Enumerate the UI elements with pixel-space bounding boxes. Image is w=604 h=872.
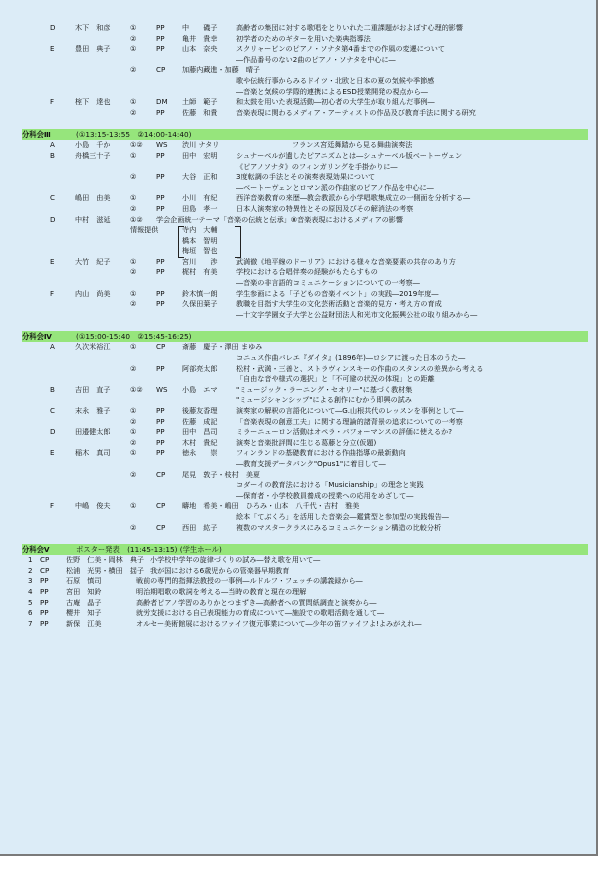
program-entry-row	[22, 215, 590, 226]
presentation-title: 日本人演奏家の特異性とその原因及びその解消法の考察	[236, 203, 414, 213]
presenter-name: 佐野 仁美・岡林 典子	[66, 555, 145, 565]
slot-number: ②	[130, 299, 137, 309]
format-code: PP	[156, 44, 165, 54]
format-code: PP	[156, 203, 165, 213]
program-entry-row	[22, 342, 590, 353]
program-entry-row	[22, 23, 590, 34]
program-entry-row	[22, 364, 590, 375]
presentation-title: 歌や伝統行事からみるドイツ・北欧と日本の夏の気候や季節感	[236, 75, 435, 85]
format-code: PP	[156, 193, 165, 203]
slot-number: ①	[130, 44, 137, 54]
program-entry-row	[22, 353, 590, 364]
format-code: PP	[156, 256, 165, 266]
chair-name: 久次米裕江	[75, 342, 111, 352]
program-entry-row	[22, 459, 590, 470]
presentation-title: ―教育支援データバンク"Opus1"に着目して―	[236, 458, 386, 468]
presentation-title: 「自由な音や様式の選択」と「不可避の状況の体現」との距離	[236, 374, 435, 384]
presentation-title: 絵本「てぶくろ」を活用した音楽会―鑑賞型と参加型の実践報告―	[236, 511, 449, 521]
room-letter: B	[50, 384, 55, 394]
presenter-name: 亀井 貴幸	[182, 33, 218, 43]
presentation-title: 演奏と音楽批評間に生じる葛藤と分立(仮題)	[236, 437, 377, 447]
program-entry-row	[22, 236, 590, 247]
presentation-title: 松村・武満・三善と、ストラヴィンスキーの作曲のスタンスの差異から考える	[236, 363, 484, 373]
format-code: PP	[156, 23, 165, 32]
presentation-title: フランス宮廷舞踏から見る舞曲演奏法	[292, 140, 413, 150]
presentation-title: 和太鼓を用いた表現活動―初心者の大学生が取り組んだ事例―	[236, 97, 435, 107]
presentation-title: オルセー美術館展におけるファイフ復元事業について―少年の笛ファイフよ!よみがえれ―	[136, 618, 422, 628]
slot-number: ②	[130, 522, 137, 532]
session-label: 分科会Ⅴ	[22, 545, 50, 555]
format-code: CP	[156, 65, 166, 75]
poster-entry-row	[22, 598, 590, 609]
format-code: PP	[156, 107, 165, 117]
program-entry-row	[22, 172, 590, 183]
program-entry-row	[22, 162, 590, 173]
slot-number: ①	[130, 501, 137, 511]
program-entry-row	[22, 183, 590, 194]
program-entry-row	[22, 448, 590, 459]
format-code: PP	[156, 437, 165, 447]
program-entry-row	[22, 87, 590, 98]
presentation-title: 小学校中学年の旋律づくりの試み―替え歌を用いて―	[150, 555, 321, 565]
presentation-title: ミラーニューロン活動はオペラ・パフォーマンスの評価に使えるか?	[236, 427, 453, 437]
chair-name: 稲木 真司	[75, 448, 111, 458]
program-entry-row	[22, 34, 590, 45]
format-code: PP	[40, 597, 49, 607]
slot-number: ②	[130, 33, 137, 43]
presenter-name: 西田 紘子	[182, 522, 218, 532]
slot-number: ②	[130, 363, 137, 373]
presenter-name: 梅垣 智也	[182, 246, 218, 256]
presentation-title: 学生参画による「子どもの音楽イベント」の実践―2019年度―	[236, 288, 439, 298]
format-code: PP	[156, 427, 165, 437]
presentation-title: 演奏家の解釈の言語化について―G.山根共代のレッスンを事例として―	[236, 406, 464, 415]
presenter-name: 大谷 正和	[182, 172, 218, 182]
poster-entry-row	[22, 566, 590, 577]
program-entry-row	[22, 395, 590, 406]
program-entry-row	[22, 427, 590, 438]
session-time: (①15:00-15:40 ②15:45-16:25)	[76, 332, 192, 342]
room-letter: B	[50, 150, 55, 160]
presenter-name: 木村 貴紀	[182, 437, 218, 447]
slot-number: ①②	[130, 384, 143, 394]
program-entry-row	[22, 501, 590, 512]
poster-number: 4	[28, 586, 33, 596]
format-code: CP	[156, 469, 166, 479]
program-entry-row	[22, 299, 590, 310]
slot-number: ①	[130, 342, 137, 352]
program-entry-row	[22, 512, 590, 523]
format-code: PP	[156, 448, 165, 458]
slot-number: 情報提供	[130, 225, 159, 235]
presenter-name: 寺内 大輔	[182, 225, 218, 235]
poster-number: 5	[28, 597, 33, 607]
session-header-3	[22, 129, 588, 140]
presentation-title: スクリャービンのピアノ・ソナタ第4番までの作風の変遷について	[236, 44, 445, 54]
format-code: PP	[156, 288, 165, 298]
presenter-name: 徳永 崇	[182, 448, 218, 458]
presenter-name: 新保 江美	[66, 618, 102, 628]
chair-name: 中村 滋延	[75, 214, 111, 224]
format-code: PP	[156, 267, 165, 277]
room-letter: E	[50, 256, 55, 266]
room-letter: C	[50, 406, 55, 415]
program-entry-row	[22, 289, 590, 300]
presenter-name: 阿部亮太郎	[182, 363, 218, 373]
presenter-name: 久保田葉子	[182, 299, 218, 309]
chair-name: 豊田 典子	[75, 44, 111, 54]
poster-list	[22, 555, 590, 629]
poster-number: 1	[28, 555, 33, 565]
session-header-5	[22, 544, 588, 555]
chair-name: 木下 和彦	[75, 23, 111, 32]
program-entry-row	[22, 480, 590, 491]
room-letter: F	[50, 501, 55, 511]
presenter-name: 松浦 光男・横田 揺子	[66, 565, 145, 575]
room-letter: A	[50, 342, 55, 352]
presenter-name: 土師 範子	[182, 97, 218, 107]
format-code: WS	[156, 384, 168, 394]
format-code: PP	[156, 416, 165, 426]
presentation-title: 学校における合唱伴奏の経験がもたらすもの	[236, 267, 378, 277]
presenter-name: 小川 有紀	[182, 193, 218, 203]
presentation-title: シュナーベルが遺したピアニズムとは―シュナーベル版ベートーヴェン	[236, 150, 463, 160]
program-entry-row	[22, 385, 590, 396]
presentation-title: "ミュージック・ラーニング・セオリー"に基づく教材集	[236, 384, 413, 394]
slot-number: ①②	[130, 140, 143, 150]
poster-number: 3	[28, 576, 33, 586]
room-letter: E	[50, 44, 55, 54]
program-entry-row	[22, 470, 590, 481]
presenter-name: 佐藤 和貴	[182, 107, 218, 117]
presentation-title: 3度転調の手法とその演奏表現効果について	[236, 172, 376, 182]
program-entry-row	[22, 257, 590, 268]
poster-entry-row	[22, 608, 590, 619]
chair-name: 末永 雅子	[75, 406, 111, 415]
presentation-title: 戦前の専門的指揮法教授の一事例―ルドルフ・フェッチの講義録から―	[136, 576, 363, 586]
presentation-title: 音楽表現に関わるメディア・アーティストの作品及び教育手法に関する研究	[236, 107, 476, 117]
poster-number: 6	[28, 608, 33, 618]
presentation-title: 武満徹《地平線のドーリア》における様々な音楽要素の共存のあり方	[236, 256, 456, 266]
format-code: PP	[40, 618, 49, 628]
presenter-name: 田中 宏明	[182, 150, 218, 160]
room-letter: D	[50, 214, 56, 224]
program-entry-row	[22, 374, 590, 385]
presenter-name: 斎藤 慶子・澤田 まゆみ	[182, 342, 263, 352]
presentation-title: フィンランドの基礎教育における作曲指導の最新動向	[236, 448, 406, 458]
presenter-name: 加藤内藏進・加藤 晴子	[182, 65, 261, 75]
format-code: PP	[156, 172, 165, 182]
chair-name: 田邉健太郎	[75, 427, 111, 437]
program-entry-row	[22, 523, 590, 534]
poster-number: 7	[28, 618, 33, 628]
presentation-title: ―十文字学園女子大学と公益財団法人和光市文化振興公社の取り組みから―	[236, 309, 478, 319]
program-entry-row	[22, 406, 590, 417]
presenter-name: 中 磯子	[182, 23, 218, 32]
presenter-name: 渋川 ナタリ	[182, 140, 220, 150]
room-letter: F	[50, 288, 55, 298]
presentation-title: ―音楽と気候の学際的連携によるESD授業開発の視点から―	[236, 86, 428, 96]
presenter-name: 宮田 知鈴	[66, 586, 102, 596]
chair-name: 小島 千か	[75, 140, 111, 150]
chair-name: 榁下 達也	[75, 97, 111, 107]
presentation-title: 高齢者ピアノ学習のありかとつまずき―高齢者への質問紙調査と演奏から―	[136, 597, 377, 607]
session-label: 分科会Ⅳ	[22, 332, 52, 342]
chair-name: 嶋田 由美	[75, 193, 111, 203]
chair-name: 内山 尚美	[75, 288, 111, 298]
poster-entry-row	[22, 587, 590, 598]
program-entry-row	[22, 225, 590, 236]
program-entry-row	[22, 76, 590, 87]
presenter-name: 山本 奈央	[182, 44, 218, 54]
slot-number: ①	[130, 97, 137, 107]
slot-number: ②	[130, 172, 137, 182]
slot-number: ②	[130, 267, 137, 277]
presenter-name: 佐藤 成記	[182, 416, 218, 426]
format-code: PP	[156, 363, 165, 373]
poster-entry-row	[22, 555, 590, 566]
poster-entry-row	[22, 619, 590, 630]
slot-number: ②	[130, 203, 137, 213]
format-code: PP	[156, 150, 165, 160]
slot-number: ①	[130, 193, 137, 203]
chair-name: 舟橋三十子	[75, 150, 111, 160]
slot-number: ①	[130, 23, 137, 32]
chair-name: 大竹 紀子	[75, 256, 111, 266]
format-code: CP	[156, 522, 166, 532]
slot-number: ①	[130, 256, 137, 266]
slot-number: ①	[130, 150, 137, 160]
format-code: CP	[40, 555, 50, 565]
program-entry-row	[22, 246, 590, 257]
presenter-name: 鈴木慎一朗	[182, 288, 218, 298]
presentation-title: 複数のマスタークラスにみるコミュニケーション構造の比較分析	[236, 522, 442, 532]
program-entry-row	[22, 278, 590, 289]
slot-number: ①	[130, 448, 137, 458]
program-entry-row	[22, 204, 590, 215]
slot-number: ②	[130, 437, 137, 447]
slot-number: ①②	[130, 214, 143, 224]
session-block-continued	[22, 23, 590, 118]
slot-number: ②	[130, 65, 137, 75]
room-letter: F	[50, 97, 55, 107]
presentation-title: コニュス作曲バレエ『ダイタ』(1896年)―ロシアに渡った日本のうた―	[236, 353, 466, 363]
presenter-name: 田島 孝一	[182, 203, 218, 213]
presentation-title: ―保育者・小学校教員養成の授業への応用をめざして―	[236, 490, 414, 500]
bracket-right	[235, 226, 241, 258]
room-letter: D	[50, 427, 56, 437]
program-entry-row	[22, 417, 590, 428]
session-header-4	[22, 331, 588, 342]
format-code: DM	[156, 97, 168, 107]
presenter-name: 宮川 渉	[182, 256, 218, 266]
room-letter: C	[50, 193, 55, 203]
presentation-title: 「音楽表現の創意工夫」に関する理論的諸背景の追求についての一考察	[236, 416, 463, 426]
program-entry-row	[22, 151, 590, 162]
room-letter: A	[50, 140, 55, 150]
format-code: PP	[156, 33, 165, 43]
program-entry-row	[22, 97, 590, 108]
presentation-title: 西洋音楽教育の来歴―教会教派から小学唱歌集成立の一側面を分析する―	[236, 193, 471, 203]
presenter-name: 小島 エマ	[182, 384, 218, 394]
program-entry-row	[22, 108, 590, 119]
format-code: PP	[156, 406, 165, 415]
chair-name: 吉田 直子	[75, 384, 111, 394]
poster-entry-row	[22, 576, 590, 587]
presentation-title: ―作品番号のない2曲のピアノ・ソナタを中心に―	[236, 54, 396, 64]
session-time: (①13:15-13:55 ②14:00-14:40)	[76, 130, 192, 140]
chair-name: 中嶋 俊夫	[75, 501, 111, 511]
presenter-name: 田中 昌司	[182, 427, 218, 437]
slot-number: ①	[130, 288, 137, 298]
program-entry-row	[22, 438, 590, 449]
format-code: PP	[40, 576, 49, 586]
presentation-title: 我が国における6歳児からの管楽器早期教育	[150, 565, 290, 575]
presenter-name: 古庵 晶子	[66, 597, 102, 607]
program-entry-row	[22, 491, 590, 502]
program-entry-row	[22, 267, 590, 278]
presenter-name: 疇地 希美・嶋田 ひろみ・山本 八千代・吉村 雅美	[182, 501, 360, 511]
presenter-name: 石原 慎司	[66, 576, 102, 586]
program-entry-row	[22, 65, 590, 76]
program-entry-row	[22, 55, 590, 66]
format-code: WS	[156, 140, 168, 150]
presentation-title: ―音楽の非言語的コミュニケーションについての一考察―	[236, 278, 420, 288]
format-code: CP	[156, 342, 166, 352]
program-entry-row	[22, 193, 590, 204]
format-code: PP	[40, 586, 49, 596]
presentation-title: コダーイの教育法における「Musicianship」の理念と実践	[236, 480, 424, 490]
session-block-4	[22, 342, 590, 533]
slot-number: ②	[130, 416, 137, 426]
presenter-name: 後藤友香理	[182, 406, 218, 415]
slot-number: ①	[130, 427, 137, 437]
presenter-name: 梶村 有美	[182, 267, 218, 277]
program-content	[22, 23, 590, 629]
program-entry-row	[22, 140, 590, 151]
presenter-name: 櫻井 知子	[66, 608, 102, 618]
presentation-title: 明治期唱歌の歌詞を考える―当時の教育と現在の理解	[136, 586, 307, 596]
format-code: PP	[156, 299, 165, 309]
presenter-name: 尾見 敦子・枝村 美夏	[182, 469, 261, 479]
program-entry-row	[22, 44, 590, 55]
presentation-title: "ミュージシャンシップ"による創作にむかう即興の試み	[236, 395, 412, 405]
slot-number: ①	[130, 406, 137, 415]
slot-number: ②	[130, 469, 137, 479]
format-code: PP	[40, 608, 49, 618]
poster-number: 2	[28, 565, 33, 575]
session-label: 分科会Ⅲ	[22, 130, 51, 140]
slot-number: ②	[130, 107, 137, 117]
format-code: CP	[40, 565, 50, 575]
room-letter: D	[50, 23, 56, 32]
presentation-title: ―ベートーヴェンとロマン派の作曲家のピアノ作品を中心に―	[236, 182, 434, 192]
presentation-title: 教職を目指す大学生の文化芸術活動と音楽的見方・考え方の育成	[236, 299, 442, 309]
presentation-title: 初学者のためのギターを用いた楽典指導法	[236, 33, 371, 43]
presentation-title: 《ピアノソナタ》のフィンガリングを手掛かりに―	[236, 161, 398, 171]
room-letter: E	[50, 448, 55, 458]
bracket-left	[178, 226, 184, 258]
presentation-title: 高齢者の集団に対する歌唱をとりいれた二重課題がおよぼす心理的影響	[236, 23, 463, 32]
format-code: CP	[156, 501, 166, 511]
session-block-3	[22, 140, 590, 320]
session-time: ポスター発表 (11:45-13:15) (学生ホール)	[76, 545, 222, 555]
presenter-name: 橋本 智明	[182, 235, 218, 245]
format-code: 学会企画統一テーマ「音楽の伝統と伝承」⑧音楽表現におけるメディアの影響	[156, 214, 403, 224]
presentation-title: 就労支援における自己表現能力の育成について―施設での歌唱活動を通して―	[136, 608, 385, 618]
program-entry-row	[22, 310, 590, 321]
